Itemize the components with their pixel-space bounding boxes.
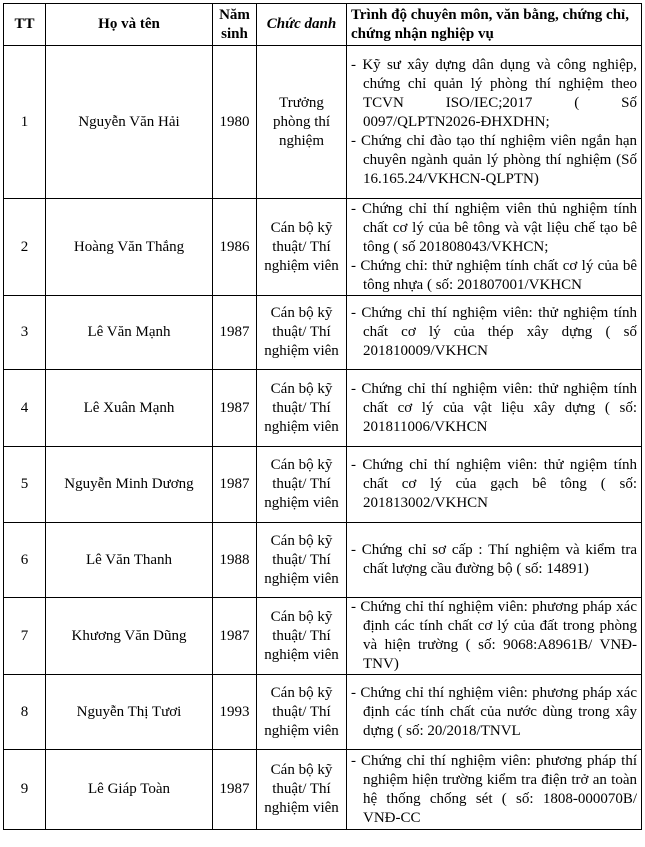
qualification-line: - Chứng chỉ thí nghiệm viên: thử nghiệm tính chất cơ lý của thép xây dựng ( số 201810009/VKHCN <box>351 305 637 359</box>
row-birth-year: 1993 <box>213 675 257 750</box>
row-birth-year: 1988 <box>213 523 257 598</box>
row-number: 6 <box>4 523 46 598</box>
qualification-line: - Chứng chỉ: thử nghiệm tính chất cơ lý của bê tông nhựa ( số: 201807001/VKHCN <box>351 257 637 293</box>
row-job-title: Cán bộ kỹ thuật/ Thí nghiệm viên <box>257 447 347 523</box>
row-qualifications <box>347 447 642 523</box>
qualification-line: - Chứng chỉ thí nghiệm viên: thử ngiệm tính chất cơ lý của gạch bê tông ( số: 201813002/VKHCN <box>351 457 637 511</box>
row-qualifications <box>347 675 642 750</box>
row-job-title: Cán bộ kỹ thuật/ Thí nghiệm viên <box>257 199 347 296</box>
qualification-line: - Chứng chỉ thí nghiệm viên: phương pháp thí nghiệm hiện trường kiểm tra điện trở an toàn hệ thống chống sét ( số: 1808-000070B/ VNĐ-CC <box>351 752 637 826</box>
table-row <box>4 750 642 830</box>
qualification-line: - Chứng chỉ thí nghiệm viên thủ nghiệm tính chất cơ lý của bê tông và vật liệu chế tạo bê tông ( số 201808043/VKHCN; <box>351 200 637 255</box>
row-job-title: Cán bộ kỹ thuật/ Thí nghiệm viên <box>257 370 347 447</box>
table-row <box>4 296 642 370</box>
row-qualifications <box>347 46 642 199</box>
row-name: Nguyễn Văn Hải <box>46 46 213 199</box>
row-birth-year: 1987 <box>213 296 257 370</box>
table-row <box>4 598 642 675</box>
row-number: 3 <box>4 296 46 370</box>
row-name: Hoàng Văn Thắng <box>46 199 213 296</box>
row-number: 5 <box>4 447 46 523</box>
table-row <box>4 46 642 199</box>
header-tt: TT <box>4 4 46 46</box>
row-name: Lê Văn Thanh <box>46 523 213 598</box>
qualification-line: - Chứng chỉ thí nghiệm viên: thử nghiệm tính chất cơ lý của vật liệu xây dựng ( số: 201811006/VKHCN <box>351 380 637 435</box>
row-birth-year: 1986 <box>213 199 257 296</box>
table-row <box>4 447 642 523</box>
table-row <box>4 675 642 750</box>
staff-table <box>3 3 642 830</box>
row-name: Nguyễn Thị Tươi <box>46 675 213 750</box>
row-name: Lê Giáp Toàn <box>46 750 213 830</box>
header-title: Chức danh <box>257 4 347 46</box>
row-number: 1 <box>4 46 46 199</box>
row-qualifications <box>347 523 642 598</box>
qualification-line: - Chứng chỉ sơ cấp : Thí nghiệm và kiểm tra chất lượng cầu đường bộ ( số: 14891) <box>351 542 637 577</box>
row-number: 8 <box>4 675 46 750</box>
header-name: Họ và tên <box>46 4 213 46</box>
row-name: Khương Văn Dũng <box>46 598 213 675</box>
qualification-line: - Kỹ sư xây dựng dân dụng và công nghiệp, chứng chỉ quản lý phòng thí nghiệm theo TCVN ISO/IEC;2017 ( Số 0097/QLPTN2026-ĐHXDHN; <box>351 56 637 130</box>
table-row <box>4 370 642 447</box>
table-row <box>4 199 642 296</box>
header-qualification: Trình độ chuyên môn, văn bằng, chứng chỉ, chứng nhận nghiệp vụ <box>347 4 642 46</box>
row-job-title: Cán bộ kỹ thuật/ Thí nghiệm viên <box>257 675 347 750</box>
row-birth-year: 1987 <box>213 447 257 523</box>
qualification-line: - Chứng chỉ thí nghiệm viên: phương pháp xác định các tính chất của nước dùng trong xây dựng ( số: 20/2018/TNVL <box>351 684 637 739</box>
row-job-title: Trưởng phòng thí nghiệm <box>257 46 347 199</box>
row-name: Lê Xuân Mạnh <box>46 370 213 447</box>
row-qualifications <box>347 296 642 370</box>
row-job-title: Cán bộ kỹ thuật/ Thí nghiệm viên <box>257 523 347 598</box>
table-row <box>4 523 642 598</box>
row-job-title: Cán bộ kỹ thuật/ Thí nghiệm viên <box>257 296 347 370</box>
row-birth-year: 1980 <box>213 46 257 199</box>
row-number: 9 <box>4 750 46 830</box>
row-qualifications <box>347 750 642 830</box>
row-birth-year: 1987 <box>213 598 257 675</box>
row-number: 2 <box>4 199 46 296</box>
row-qualifications <box>347 598 642 675</box>
row-birth-year: 1987 <box>213 750 257 830</box>
row-number: 7 <box>4 598 46 675</box>
row-job-title: Cán bộ kỹ thuật/ Thí nghiệm viên <box>257 598 347 675</box>
row-job-title: Cán bộ kỹ thuật/ Thí nghiệm viên <box>257 750 347 830</box>
row-qualifications <box>347 199 642 296</box>
qualification-line: - Chứng chỉ thí nghiệm viên: phương pháp xác định các tính chất cơ lý của đất trong phòng và hiện trường ( số: 9068:A8961B/ VNĐ-TNV) <box>351 599 637 672</box>
qualification-line: - Chứng chỉ đào tạo thí nghiệm viên ngắn hạn chuyên ngành quản lý phòng thí nghiệm (Số 16.165.24/VKHCN-QLPTN) <box>351 132 637 187</box>
header-year: Năm sinh <box>213 4 257 46</box>
row-number: 4 <box>4 370 46 447</box>
row-name: Lê Văn Mạnh <box>46 296 213 370</box>
row-name: Nguyễn Minh Dương <box>46 447 213 523</box>
header-row <box>4 4 642 46</box>
row-qualifications <box>347 370 642 447</box>
row-birth-year: 1987 <box>213 370 257 447</box>
